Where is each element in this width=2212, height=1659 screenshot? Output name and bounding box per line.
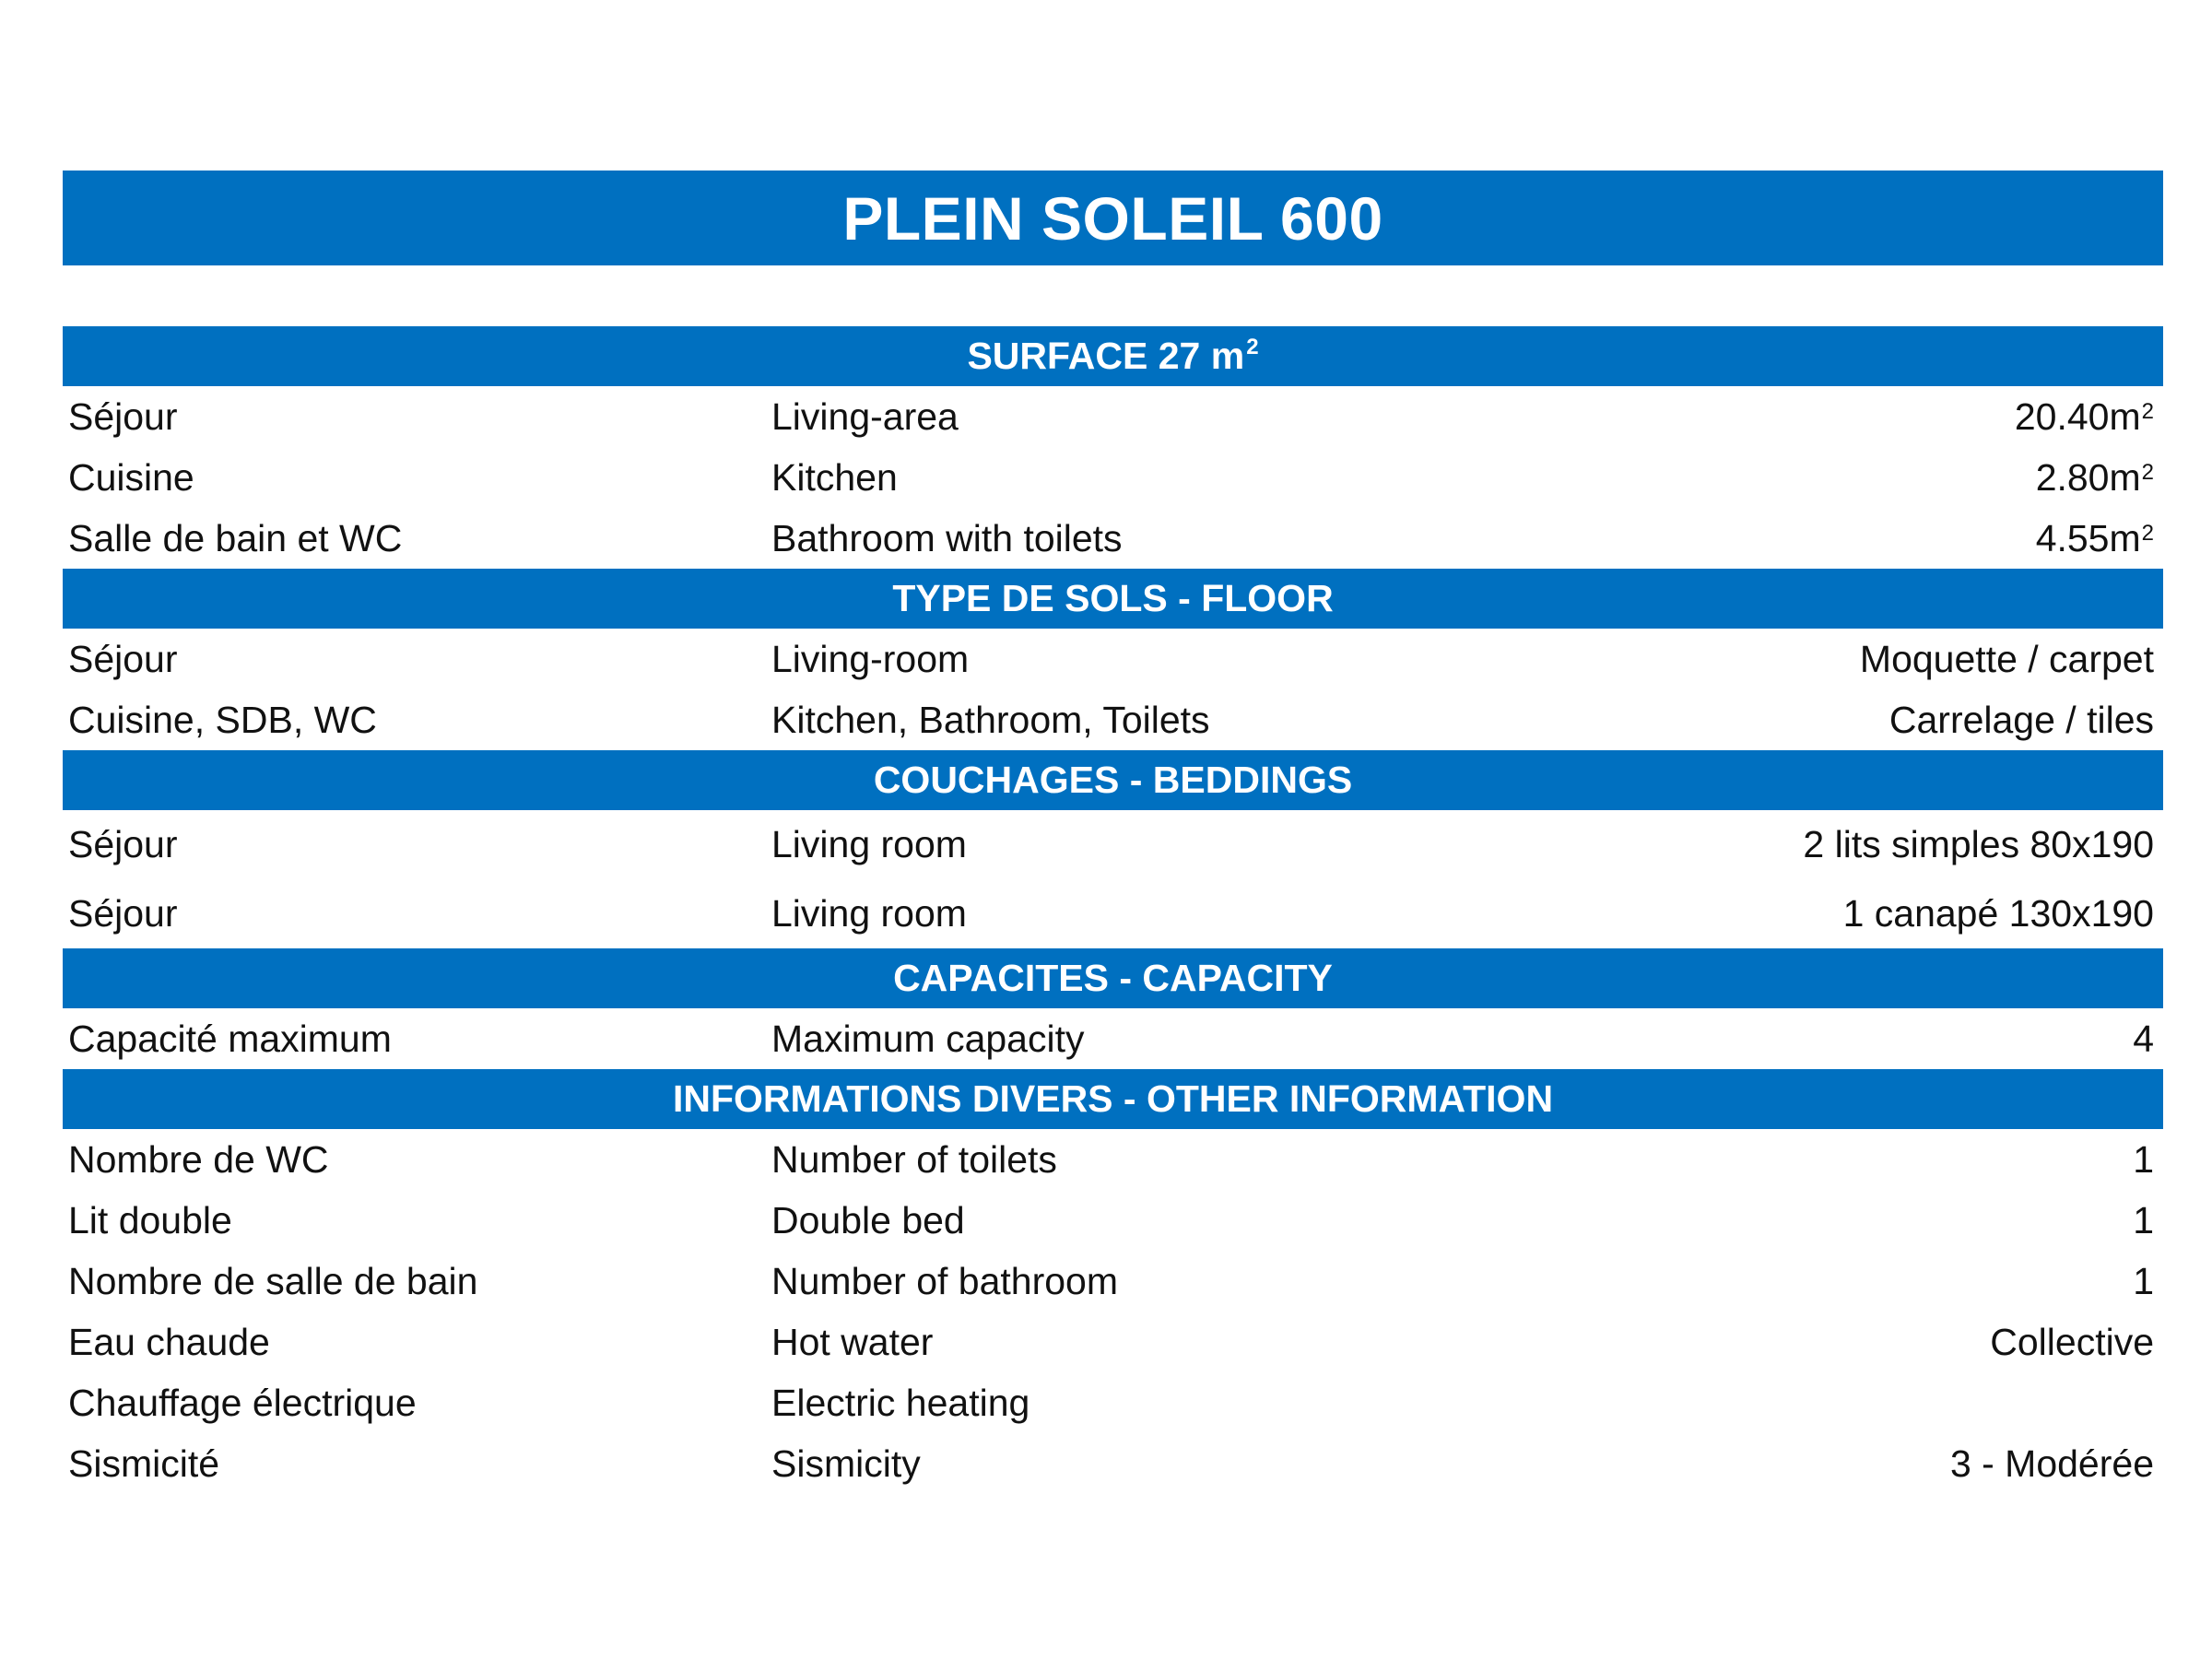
- section-title: SURFACE 27 m: [967, 335, 1245, 377]
- french-label: Cuisine: [68, 455, 194, 499]
- spec-row: [63, 1251, 2163, 1312]
- value: 4.55m: [2035, 516, 2141, 559]
- english-label: Hot water: [771, 1320, 934, 1363]
- value: 2.80m: [2035, 455, 2141, 499]
- superscript: 2: [2141, 459, 2154, 485]
- french-label: Cuisine, SDB, WC: [68, 698, 377, 741]
- superscript: 2: [2141, 398, 2154, 424]
- spec-row: [63, 1190, 2163, 1251]
- value: 1: [2133, 1137, 2154, 1181]
- french-label: Nombre de WC: [68, 1137, 329, 1181]
- french-label: Séjour: [68, 892, 178, 935]
- section-header-surface: [63, 326, 2163, 386]
- value-cell: [1601, 517, 2163, 560]
- spec-row: [63, 1129, 2163, 1190]
- french-label: Chauffage électrique: [68, 1381, 417, 1424]
- spec-row: [63, 508, 2163, 569]
- value: 20.40m: [2014, 394, 2141, 438]
- english-label: Living room: [771, 823, 967, 865]
- superscript: 2: [2141, 520, 2154, 546]
- french-label: Salle de bain et WC: [68, 516, 403, 559]
- english-label: Kitchen: [771, 455, 898, 499]
- english-label: Double bed: [771, 1198, 965, 1241]
- section-header-other-information: INFORMATIONS DIVERS - OTHER INFORMATION: [63, 1069, 2163, 1129]
- value: 3 - Modérée: [1949, 1441, 2154, 1485]
- english-label: Maximum capacity: [771, 1017, 1085, 1060]
- spec-row: [63, 1312, 2163, 1372]
- spec-row: [63, 879, 2163, 948]
- spec-row: [63, 810, 2163, 879]
- spec-sheet: [63, 326, 2163, 1494]
- french-label: Eau chaude: [68, 1320, 270, 1363]
- value: 1: [2133, 1259, 2154, 1302]
- spec-row: [63, 1008, 2163, 1069]
- french-label: Lit double: [68, 1198, 232, 1241]
- superscript: 2: [1246, 334, 1259, 359]
- english-label: Number of toilets: [771, 1137, 1057, 1181]
- english-label: Sismicity: [771, 1441, 921, 1485]
- french-label: Séjour: [68, 637, 178, 680]
- spec-row: [63, 689, 2163, 750]
- english-label: Bathroom with toilets: [771, 516, 1123, 559]
- spec-row: [63, 447, 2163, 508]
- spec-row: [63, 629, 2163, 689]
- english-label: Living room: [771, 892, 967, 935]
- value: 1: [2133, 1198, 2154, 1241]
- section-header-capacity: CAPACITES - CAPACITY: [63, 948, 2163, 1008]
- page-title: PLEIN SOLEIL 600: [63, 171, 2163, 265]
- english-label: Living-room: [771, 637, 970, 680]
- french-label: Capacité maximum: [68, 1017, 392, 1060]
- value: 1 canapé 130x190: [1842, 892, 2154, 935]
- english-label: Living-area: [771, 394, 959, 438]
- french-label: Séjour: [68, 823, 178, 865]
- french-label: Séjour: [68, 394, 178, 438]
- section-header-floor: TYPE DE SOLS - FLOOR: [63, 569, 2163, 629]
- french-label: Nombre de salle de bain: [68, 1259, 478, 1302]
- english-label: Electric heating: [771, 1381, 1030, 1424]
- english-label: Kitchen, Bathroom, Toilets: [771, 698, 1210, 741]
- value-cell: [1601, 456, 2163, 500]
- english-label: Number of bathroom: [771, 1259, 1119, 1302]
- french-label: Sismicité: [68, 1441, 220, 1485]
- value: Moquette / carpet: [1859, 637, 2154, 680]
- spec-row: [63, 386, 2163, 447]
- value: Carrelage / tiles: [1888, 698, 2154, 741]
- value: 4: [2133, 1017, 2154, 1060]
- value: 2 lits simples 80x190: [1803, 823, 2154, 865]
- section-header-beddings: COUCHAGES - BEDDINGS: [63, 750, 2163, 810]
- spec-row: [63, 1433, 2163, 1494]
- spec-row: [63, 1372, 2163, 1433]
- value: Collective: [1990, 1320, 2154, 1363]
- value-cell: [1601, 395, 2163, 439]
